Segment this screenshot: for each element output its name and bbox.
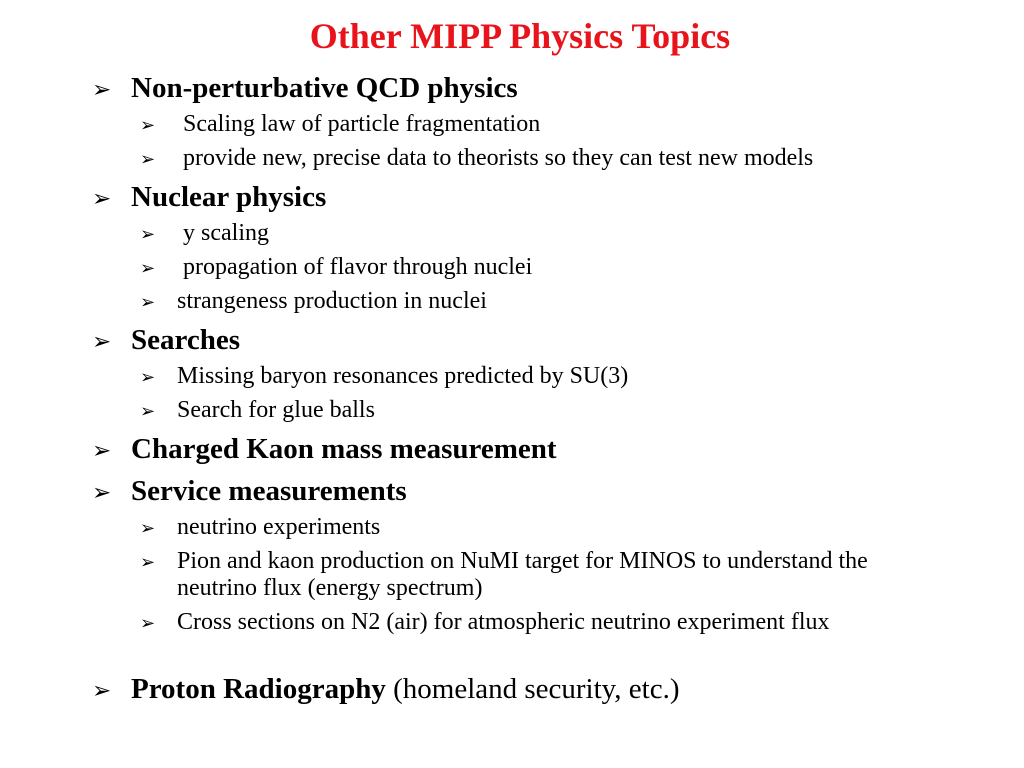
arrow-bullet-icon: ➢ <box>140 613 156 634</box>
sub-bullet-text: strangeness production in nuclei <box>177 288 487 314</box>
sub-bullet-text: Search for glue balls <box>177 397 375 423</box>
sub-bullet-text: neutrino experiments <box>177 514 381 540</box>
sub-bullet-text: provide new, precise data to theorists so they can test new models <box>177 145 814 171</box>
bullet-heading-suffix: (homeland security, etc.) <box>385 673 680 705</box>
sub-bullet <box>140 254 532 282</box>
sub-bullet <box>140 288 487 316</box>
arrow-bullet-icon: ➢ <box>140 367 156 388</box>
bullet-heading: Proton Radiography <box>131 673 386 705</box>
arrow-bullet-icon: ➢ <box>140 224 156 245</box>
bullet-service-measurements <box>92 474 407 510</box>
bullet-nuclear-physics <box>92 180 326 216</box>
arrow-bullet-icon: ➢ <box>140 292 156 313</box>
sub-bullet-text: Missing baryon resonances predicted by SU(3) <box>177 363 629 389</box>
sub-bullet-text: y scaling <box>177 220 269 246</box>
sub-bullet-text: Pion and kaon production on NuMI target for MINOS to understand the neutrino flux (energy spectrum) <box>177 548 868 601</box>
arrow-bullet-icon: ➢ <box>140 401 156 422</box>
sub-bullet <box>140 111 540 139</box>
bullet-heading: Non-perturbative QCD physics <box>131 72 518 104</box>
bullet-searches <box>92 323 240 359</box>
sub-bullet-text: Cross sections on N2 (air) for atmospheric neutrino experiment flux <box>177 609 830 635</box>
bullet-heading: Charged Kaon mass measurement <box>131 433 557 465</box>
arrow-bullet-icon: ➢ <box>92 480 112 506</box>
bullet-proton-radiography <box>92 672 680 708</box>
arrow-bullet-icon: ➢ <box>140 258 156 279</box>
sub-bullet <box>140 145 813 173</box>
bullet-nonperturbative-qcd <box>92 71 518 107</box>
sub-bullet <box>140 548 920 602</box>
sub-bullet <box>140 514 380 542</box>
arrow-bullet-icon: ➢ <box>92 329 112 355</box>
arrow-bullet-icon: ➢ <box>140 518 156 539</box>
slide-title: Other MIPP Physics Topics <box>309 16 731 56</box>
arrow-bullet-icon: ➢ <box>140 115 156 136</box>
arrow-bullet-icon: ➢ <box>92 438 112 464</box>
arrow-bullet-icon: ➢ <box>140 552 156 573</box>
bullet-charged-kaon <box>92 432 557 468</box>
sub-bullet <box>140 363 628 391</box>
sub-bullet-text: propagation of flavor through nuclei <box>177 254 533 280</box>
sub-bullet <box>140 220 269 248</box>
sub-bullet <box>140 609 920 637</box>
sub-bullet <box>140 397 375 425</box>
arrow-bullet-icon: ➢ <box>140 149 156 170</box>
bullet-heading: Searches <box>131 324 241 356</box>
arrow-bullet-icon: ➢ <box>92 77 112 103</box>
sub-bullet-text: Scaling law of particle fragmentation <box>177 111 541 137</box>
arrow-bullet-icon: ➢ <box>92 186 112 212</box>
bullet-heading: Nuclear physics <box>131 181 327 213</box>
bullet-heading: Service measurements <box>131 475 407 507</box>
arrow-bullet-icon: ➢ <box>92 678 112 704</box>
